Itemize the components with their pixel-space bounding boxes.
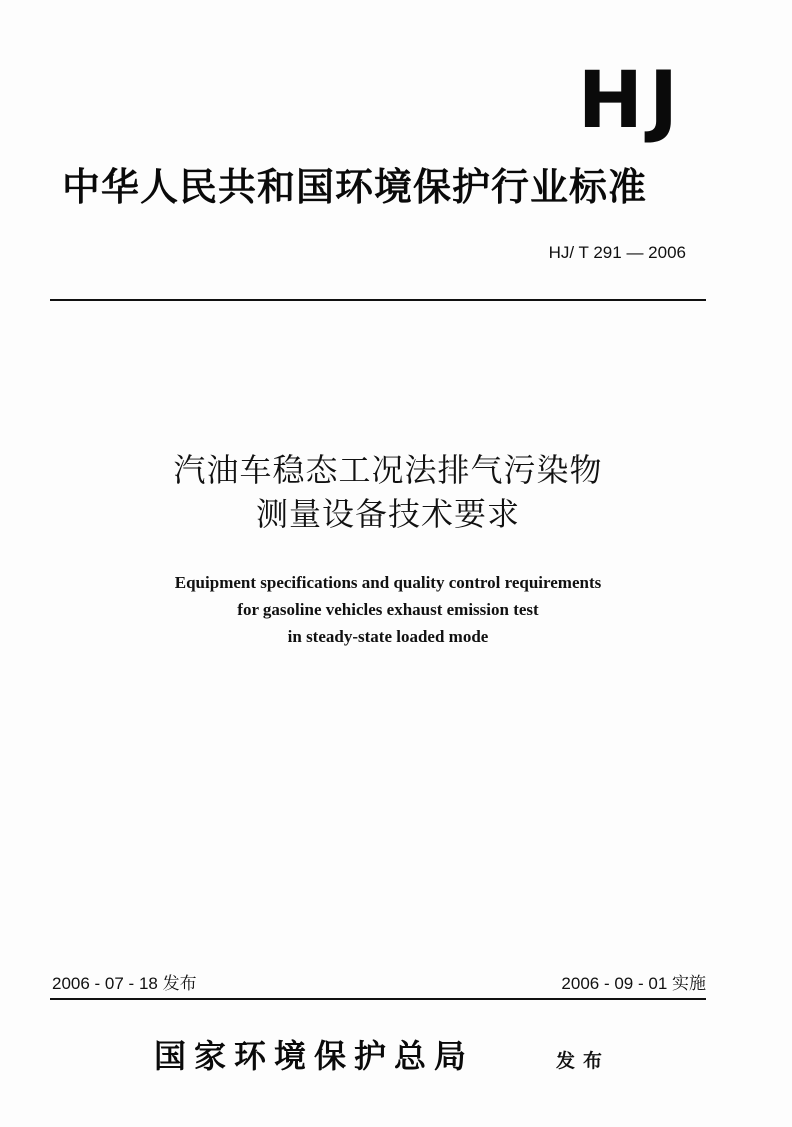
chinese-title	[0, 448, 792, 536]
chinese-title-line-1: 汽油车稳态工况法排气污染物	[173, 451, 603, 489]
implementation-date: 2006 - 09 - 01 实施	[561, 974, 706, 993]
issuing-authority: 国家环境保护总局	[154, 1037, 475, 1075]
english-title	[0, 569, 792, 650]
issue-date: 2006 - 07 - 18 发布	[52, 974, 197, 993]
english-title-line-1: Equipment specifications and quality control requirements	[174, 573, 602, 592]
english-title-line-2: for gasoline vehicles exhaust emission test	[237, 600, 539, 619]
hj-logo: HJ	[577, 56, 684, 146]
organization-title: 中华人民共和国环境保护行业标准	[62, 164, 648, 209]
issuer-action: 发布	[556, 1050, 611, 1072]
chinese-title-line-2: 测量设备技术要求	[255, 495, 520, 533]
top-divider	[50, 299, 706, 301]
english-title-line-3: in steady-state loaded mode	[287, 627, 489, 646]
bottom-divider	[50, 998, 706, 1000]
standard-number: HJ/ T 291 — 2006	[548, 243, 686, 262]
